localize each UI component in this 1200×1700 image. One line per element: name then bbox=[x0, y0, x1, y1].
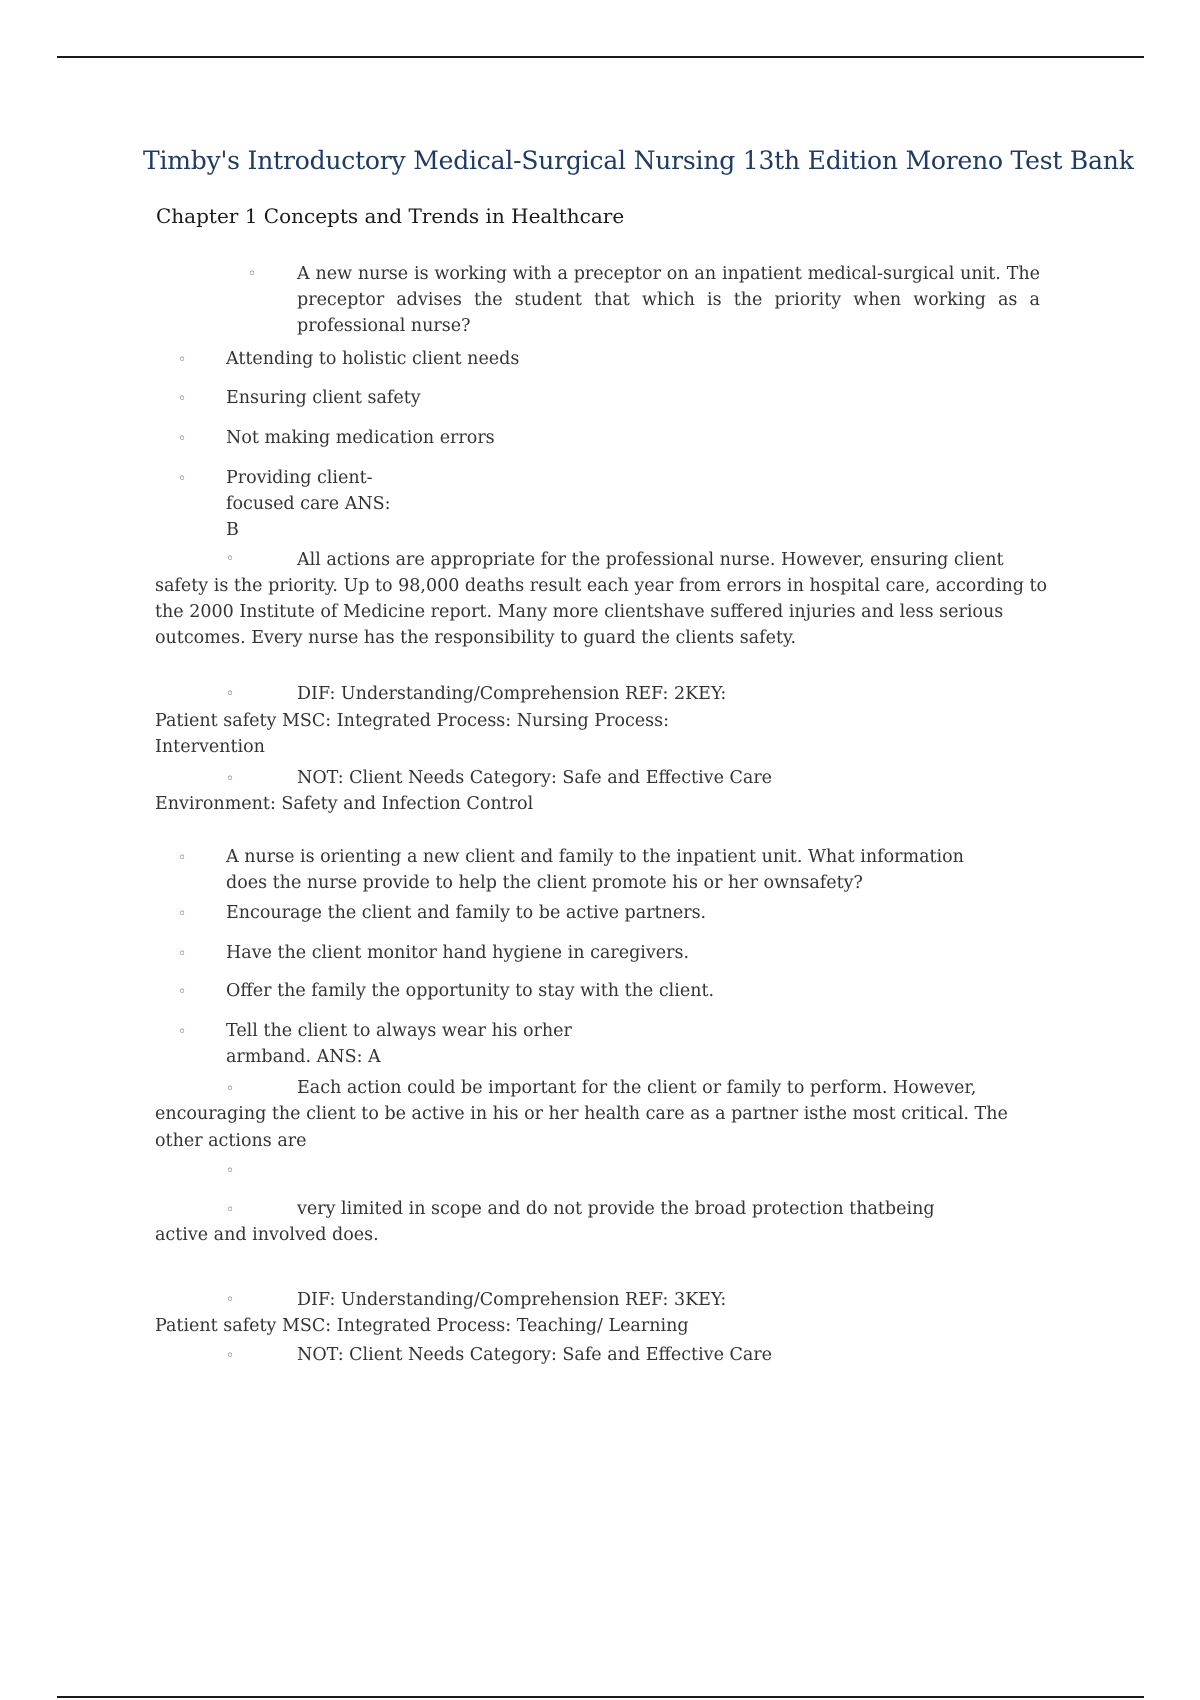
bullet-icon: ◦ bbox=[178, 946, 187, 962]
bullet-icon: ◦ bbox=[226, 1163, 235, 1179]
q2-stem-line2: does the nurse provide to help the client promote his or her ownsafety? bbox=[226, 873, 863, 893]
q2-option-c: Offer the family the opportunity to stay with the client. bbox=[226, 981, 715, 1001]
q1-option-d-line1: Providing client- bbox=[226, 468, 373, 488]
bullet-icon: ◦ bbox=[226, 686, 235, 702]
chapter-title: Chapter 1 Concepts and Trends in Healthcare bbox=[156, 204, 625, 228]
q2-rationale-line1: Each action could be important for the client or family to perform. However, bbox=[297, 1078, 977, 1098]
q2-rationale-line3: other actions are bbox=[155, 1131, 307, 1151]
q1-option-d-line3: B bbox=[226, 520, 239, 540]
q1-not-line1: NOT: Client Needs Category: Safe and Effective Care bbox=[297, 768, 773, 788]
q2-rationale-cont-line2: active and involved does. bbox=[155, 1225, 379, 1245]
q2-option-d-line2: armband. ANS: A bbox=[226, 1047, 381, 1067]
q2-option-d-line1: Tell the client to always wear his orher bbox=[226, 1021, 572, 1041]
bullet-icon: ◦ bbox=[178, 906, 187, 922]
bullet-icon: ◦ bbox=[178, 471, 187, 487]
q1-stem: A new nurse is working with a preceptor on an inpatient medical-surgical unit. The preceptor advises the student that which is the priority when working as a professional nurse? bbox=[297, 264, 1040, 336]
document-title: Timby's Introductory Medical-Surgical Nursing 13th Edition Moreno Test Bank bbox=[143, 146, 1134, 175]
q1-dif-line2: Patient safety MSC: Integrated Process: Nursing Process: bbox=[155, 711, 669, 731]
q2-rationale-cont-line1: very limited in scope and do not provide the broad protection thatbeing bbox=[297, 1199, 935, 1219]
bullet-icon: ◦ bbox=[178, 391, 187, 407]
q1-dif-line3: Intervention bbox=[155, 737, 265, 757]
q1-option-a: Attending to holistic client needs bbox=[226, 349, 520, 369]
q1-rationale-line3: the 2000 Institute of Medicine report. Many more clientshave suffered injuries and less serious bbox=[155, 602, 1004, 622]
bullet-icon: ◦ bbox=[178, 1024, 187, 1040]
q1-rationale-line4: outcomes. Every nurse has the responsibility to guard the clients safety. bbox=[155, 628, 797, 648]
q2-option-b: Have the client monitor hand hygiene in caregivers. bbox=[226, 943, 690, 963]
bullet-icon: ◦ bbox=[226, 1081, 235, 1097]
bullet-icon: ◦ bbox=[226, 771, 235, 787]
q2-stem-line1: A nurse is orienting a new client and family to the inpatient unit. What information bbox=[226, 847, 964, 867]
q1-option-b: Ensuring client safety bbox=[226, 388, 421, 408]
q1-dif-line1: DIF: Understanding/Comprehension REF: 2KEY: bbox=[297, 684, 727, 704]
q1-not-line2: Environment: Safety and Infection Control bbox=[155, 794, 534, 814]
q2-dif-line2: Patient safety MSC: Integrated Process: Teaching/ Learning bbox=[155, 1316, 689, 1336]
top-rule bbox=[57, 56, 1144, 58]
q1-rationale-line1: All actions are appropriate for the professional nurse. However, ensuring client bbox=[297, 550, 1004, 570]
bullet-icon: ◦ bbox=[178, 352, 187, 368]
bullet-icon: ◦ bbox=[248, 266, 257, 282]
q1-option-c: Not making medication errors bbox=[226, 428, 495, 448]
bullet-icon: ◦ bbox=[178, 850, 187, 866]
bullet-icon: ◦ bbox=[178, 431, 187, 447]
q2-rationale-line2: encouraging the client to be active in his or her health care as a partner isthe most critical. The bbox=[155, 1104, 1008, 1124]
bullet-icon: ◦ bbox=[226, 1348, 235, 1364]
q2-option-a: Encourage the client and family to be active partners. bbox=[226, 903, 707, 923]
bullet-icon: ◦ bbox=[178, 984, 187, 1000]
q1-rationale-line2: safety is the priority. Up to 98,000 deaths result each year from errors in hospital care, according to bbox=[155, 576, 1048, 596]
bullet-icon: ◦ bbox=[226, 551, 235, 567]
q2-dif-line1: DIF: Understanding/Comprehension REF: 3KEY: bbox=[297, 1290, 727, 1310]
bottom-rule bbox=[57, 1696, 1144, 1698]
q2-not-line1: NOT: Client Needs Category: Safe and Effective Care bbox=[297, 1345, 773, 1365]
bullet-icon: ◦ bbox=[226, 1202, 235, 1218]
q1-option-d-line2: focused care ANS: bbox=[226, 494, 391, 514]
bullet-icon: ◦ bbox=[226, 1292, 235, 1308]
